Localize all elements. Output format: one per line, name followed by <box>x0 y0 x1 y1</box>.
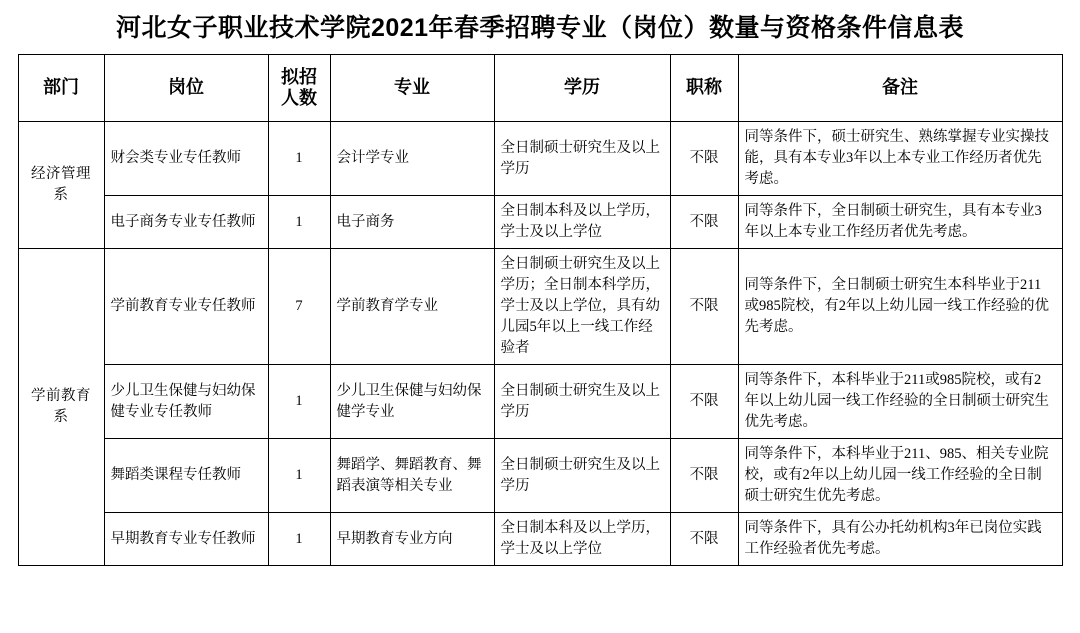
cell-count: 1 <box>268 513 330 566</box>
column-header-count-line1: 拟招 <box>281 67 317 88</box>
cell-major: 学前教育学专业 <box>330 249 494 365</box>
cell-count: 7 <box>268 249 330 365</box>
cell-major: 电子商务 <box>330 196 494 249</box>
cell-remark: 同等条件下，本科毕业于211或985院校，或有2年以上幼儿园一线工作经验的全日制硕士研究生优先考虑。 <box>738 365 1062 439</box>
cell-remark: 同等条件下，硕士研究生、熟练掌握专业实操技能，具有本专业3年以上本专业工作经历者优先考虑。 <box>738 122 1062 196</box>
cell-post: 电子商务专业专任教师 <box>104 196 268 249</box>
cell-education: 全日制硕士研究生及以上学历 <box>494 439 670 513</box>
cell-count: 1 <box>268 122 330 196</box>
cell-education: 全日制本科及以上学历，学士及以上学位 <box>494 196 670 249</box>
cell-post: 早期教育专业专任教师 <box>104 513 268 566</box>
cell-title: 不限 <box>670 122 738 196</box>
table-row <box>18 249 1062 365</box>
cell-post: 财会类专业专任教师 <box>104 122 268 196</box>
cell-title: 不限 <box>670 513 738 566</box>
column-header-education: 学历 <box>494 55 670 122</box>
column-header-count-line2: 人数 <box>281 88 317 108</box>
cell-major: 早期教育专业方向 <box>330 513 494 566</box>
table-row <box>18 196 1062 249</box>
cell-title: 不限 <box>670 249 738 365</box>
cell-remark: 同等条件下，具有公办托幼机构3年已岗位实践工作经验者优先考虑。 <box>738 513 1062 566</box>
cell-remark: 同等条件下，全日制硕士研究生本科毕业于211或985院校，有2年以上幼儿园一线工作经验的优先考虑。 <box>738 249 1062 365</box>
table-row <box>18 365 1062 439</box>
column-header-department: 部门 <box>18 55 104 122</box>
cell-education: 全日制本科及以上学历，学士及以上学位 <box>494 513 670 566</box>
cell-post: 学前教育专业专任教师 <box>104 249 268 365</box>
column-header-post: 岗位 <box>104 55 268 122</box>
cell-major: 舞蹈学、舞蹈教育、舞蹈表演等相关专业 <box>330 439 494 513</box>
cell-post: 舞蹈类课程专任教师 <box>104 439 268 513</box>
table-row <box>18 439 1062 513</box>
cell-education: 全日制硕士研究生及以上学历 <box>494 122 670 196</box>
table-header <box>18 55 1062 122</box>
page-title: 河北女子职业技术学院2021年春季招聘专业（岗位）数量与资格条件信息表 <box>115 14 965 42</box>
cell-title: 不限 <box>670 196 738 249</box>
cell-count: 1 <box>268 196 330 249</box>
column-header-count <box>268 55 330 122</box>
cell-major: 少儿卫生保健与妇幼保健学专业 <box>330 365 494 439</box>
table-row <box>18 513 1062 566</box>
cell-education: 全日制硕士研究生及以上学历 <box>494 365 670 439</box>
cell-count: 1 <box>268 439 330 513</box>
column-header-remark: 备注 <box>738 55 1062 122</box>
table-header-row <box>18 55 1062 122</box>
column-header-major: 专业 <box>330 55 494 122</box>
cell-major: 会计学专业 <box>330 122 494 196</box>
cell-department: 学前教育系 <box>18 249 104 566</box>
cell-count: 1 <box>268 365 330 439</box>
cell-remark: 同等条件下，本科毕业于211、985、相关专业院校，或有2年以上幼儿园一线工作经验的全日制硕士研究生优先考虑。 <box>738 439 1062 513</box>
column-header-title: 职称 <box>670 55 738 122</box>
table-body <box>18 122 1062 566</box>
cell-title: 不限 <box>670 439 738 513</box>
recruitment-table <box>18 54 1063 566</box>
cell-department: 经济管理系 <box>18 122 104 249</box>
table-row <box>18 122 1062 196</box>
cell-title: 不限 <box>670 365 738 439</box>
cell-post: 少儿卫生保健与妇幼保健专业专任教师 <box>104 365 268 439</box>
cell-remark: 同等条件下，全日制硕士研究生，具有本专业3年以上本专业工作经历者优先考虑。 <box>738 196 1062 249</box>
cell-education: 全日制硕士研究生及以上学历；全日制本科学历，学士及以上学位，具有幼儿园5年以上一线工作经验者 <box>494 249 670 365</box>
